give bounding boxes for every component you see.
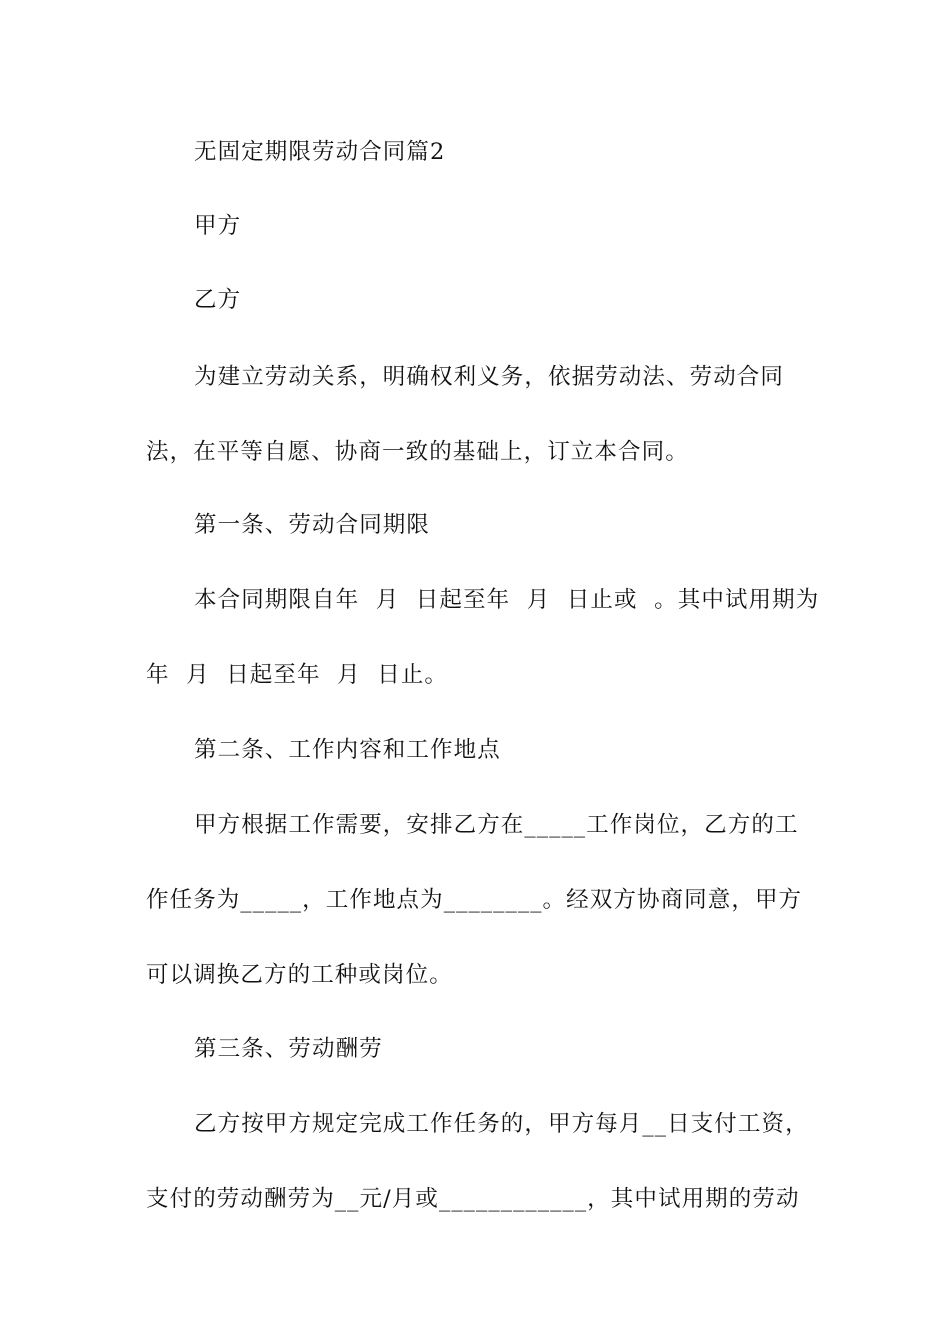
- article-3-heading: 第三条、劳动酬劳: [194, 1036, 383, 1062]
- preamble-line-2: 法，在平等自愿、协商一致的基础上，订立本合同。: [146, 439, 689, 465]
- article-2-heading: 第二条、工作内容和工作地点: [194, 737, 501, 763]
- article-1-line-2: 年 月 日起至年 月 日止。: [146, 662, 449, 688]
- article-2-line-3: 可以调换乙方的工种或岗位。: [146, 962, 453, 988]
- article-3-line-2: 支付的劳动酬劳为__元/月或____________，其中试用期的劳动: [146, 1186, 800, 1212]
- party-b-label: 乙方: [194, 287, 242, 313]
- article-1-heading: 第一条、劳动合同期限: [194, 512, 431, 538]
- party-a-label: 甲方: [194, 213, 242, 239]
- article-2-line-2: 作任务为_____，工作地点为________。经双方协商同意，甲方: [146, 887, 803, 913]
- preamble-line-1: 为建立劳动关系，明确权利义务，依据劳动法、劳动合同: [194, 364, 785, 390]
- section-title: 无固定期限劳动合同篇2: [194, 139, 446, 165]
- article-2-line-1: 甲方根据工作需要，安排乙方在_____工作岗位，乙方的工: [194, 812, 799, 838]
- article-3-line-1: 乙方按甲方规定完成工作任务的，甲方每月__日支付工资，: [194, 1111, 809, 1137]
- article-1-line-1: 本合同期限自年 月 日起至年 月 日止或 。其中试用期为: [194, 587, 820, 613]
